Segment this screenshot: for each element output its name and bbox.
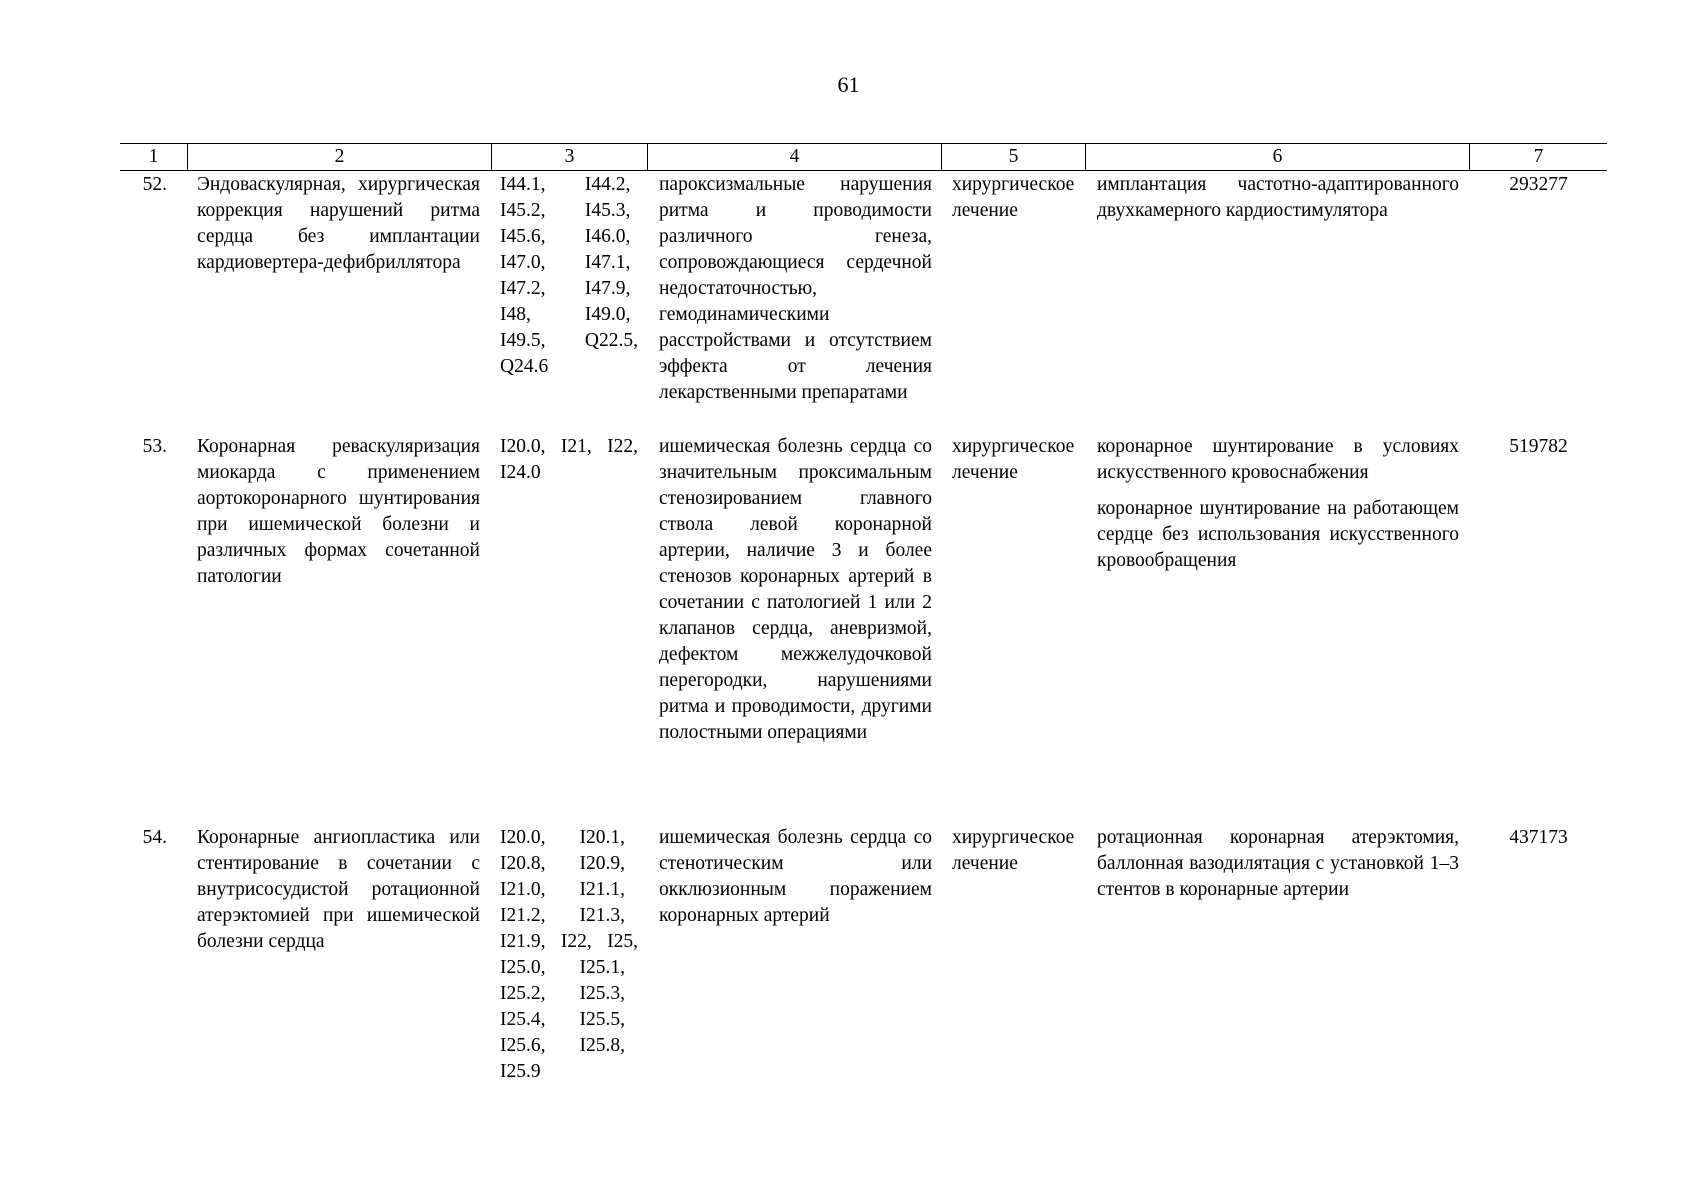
header-col-7: 7	[1533, 146, 1544, 167]
icd-code: I25.6,	[500, 1035, 546, 1056]
page-number: 61	[837, 72, 860, 97]
row-number: 52.	[142, 174, 167, 195]
icd-code: I25.1,	[579, 957, 625, 978]
icd-code: I49.5,	[500, 330, 546, 351]
icd-code: I25.0,	[500, 957, 546, 978]
icd-code: I20.9,	[579, 853, 625, 874]
icd-code: I48,	[500, 304, 531, 325]
diagnosis: ишемическая болезнь сердца со стенотическим или окклюзионным поражением коронарных артерий	[659, 827, 932, 926]
method-text: коронарное шунтирование на работающем сердце без использования искусственного кровообращения	[1097, 498, 1459, 571]
method-text: коронарное шунтирование в условиях искусственного кровоснабжения	[1097, 436, 1459, 483]
icd-code: I49.0,	[584, 304, 631, 325]
icd-code: Q24.6	[500, 356, 549, 377]
icd-code: I21.0,	[500, 879, 546, 900]
header-col-6: 6	[1272, 146, 1283, 167]
icd-code: I25.4,	[500, 1009, 546, 1030]
icd-code: I21.2,	[500, 905, 546, 926]
icd-code: I47.0,	[500, 252, 546, 273]
header-col-3: 3	[564, 146, 575, 167]
intervention-name: Коронарные ангиопластика или стентирование в сочетании с внутрисосудистой ротационной атерэктомией при ишемической болезни сердца	[197, 827, 480, 952]
table-header	[120, 143, 1607, 171]
price: 519782	[1509, 436, 1568, 457]
icd-code: I24.0	[500, 462, 541, 483]
diagnosis: пароксизмальные нарушения ритма и проводимости различного генеза, сопровождающиеся сердечной недостаточностью, гемодинамическими расстройствами и отсутствием эффекта от лечения лекарственными препаратами	[659, 174, 932, 403]
icd-code: Q22.5,	[584, 330, 638, 351]
price: 293277	[1509, 174, 1568, 195]
method-text: ротационная коронарная атерэктомия, баллонная вазодилятация с установкой 1–3 стентов в коронарные артерии	[1097, 827, 1459, 900]
icd-code: I44.1,	[500, 174, 546, 195]
row-number: 54.	[142, 827, 167, 848]
icd-code: I25.9	[500, 1061, 541, 1082]
icd-code: I21.1,	[579, 879, 625, 900]
icd-code: I20.0,	[500, 827, 546, 848]
icd-code: I25.3,	[579, 983, 625, 1004]
icd-code: I20.1,	[579, 827, 625, 848]
treatment-type: хирургическое лечение	[952, 436, 1075, 483]
icd-code: I46.0,	[584, 226, 631, 247]
row-number: 53.	[142, 436, 167, 457]
treatment-method	[1097, 825, 1459, 903]
price: 437173	[1509, 827, 1568, 848]
method-text: имплантация частотно-адаптированного двухкамерного кардиостимулятора	[1097, 174, 1459, 221]
icd-code: I25.8,	[579, 1035, 625, 1056]
header-col-5: 5	[1008, 146, 1019, 167]
treatment-type: хирургическое лечение	[952, 174, 1075, 221]
icd-code: I20.0, I21, I22,	[500, 436, 638, 457]
treatment-method	[1097, 172, 1459, 224]
icd-code: I25.2,	[500, 983, 546, 1004]
icd-code: I47.9,	[584, 278, 631, 299]
intervention-name: Эндоваскулярная, хирургическая коррекция нарушений ритма сердца без имплантации кардиовертера-дефибриллятора	[197, 174, 480, 273]
intervention-name: Коронарная реваскуляризация миокарда с применением аортокоронарного шунтирования при ишемической болезни и различных формах сочетанной патологии	[197, 436, 480, 587]
icd-code: I47.2,	[500, 278, 546, 299]
icd-codes	[500, 825, 638, 1085]
treatment-type: хирургическое лечение	[952, 827, 1075, 874]
icd-code: I45.6,	[500, 226, 546, 247]
header-col-1: 1	[148, 146, 159, 167]
icd-code: I45.3,	[584, 200, 631, 221]
icd-code: I21.9, I22, I25,	[500, 931, 638, 952]
icd-codes	[500, 172, 638, 380]
icd-code: I21.3,	[579, 905, 625, 926]
treatment-method	[1097, 434, 1459, 574]
icd-codes	[500, 434, 638, 486]
diagnosis: ишемическая болезнь сердца со значительным проксимальным стенозированием главного ствола левой коронарной артерии, наличие 3 и более стенозов коронарных артерий в сочетании с патологией 1 или 2 клапанов сердца, аневризмой, дефектом межжелудочковой перегородки, нарушениями ритма и проводимости, другими полостными операциями	[659, 436, 932, 743]
header-col-2: 2	[334, 146, 345, 167]
icd-code: I44.2,	[584, 174, 631, 195]
icd-code: I45.2,	[500, 200, 546, 221]
icd-code: I20.8,	[500, 853, 546, 874]
header-col-4: 4	[789, 146, 800, 167]
icd-code: I25.5,	[579, 1009, 625, 1030]
icd-code: I47.1,	[584, 252, 631, 273]
